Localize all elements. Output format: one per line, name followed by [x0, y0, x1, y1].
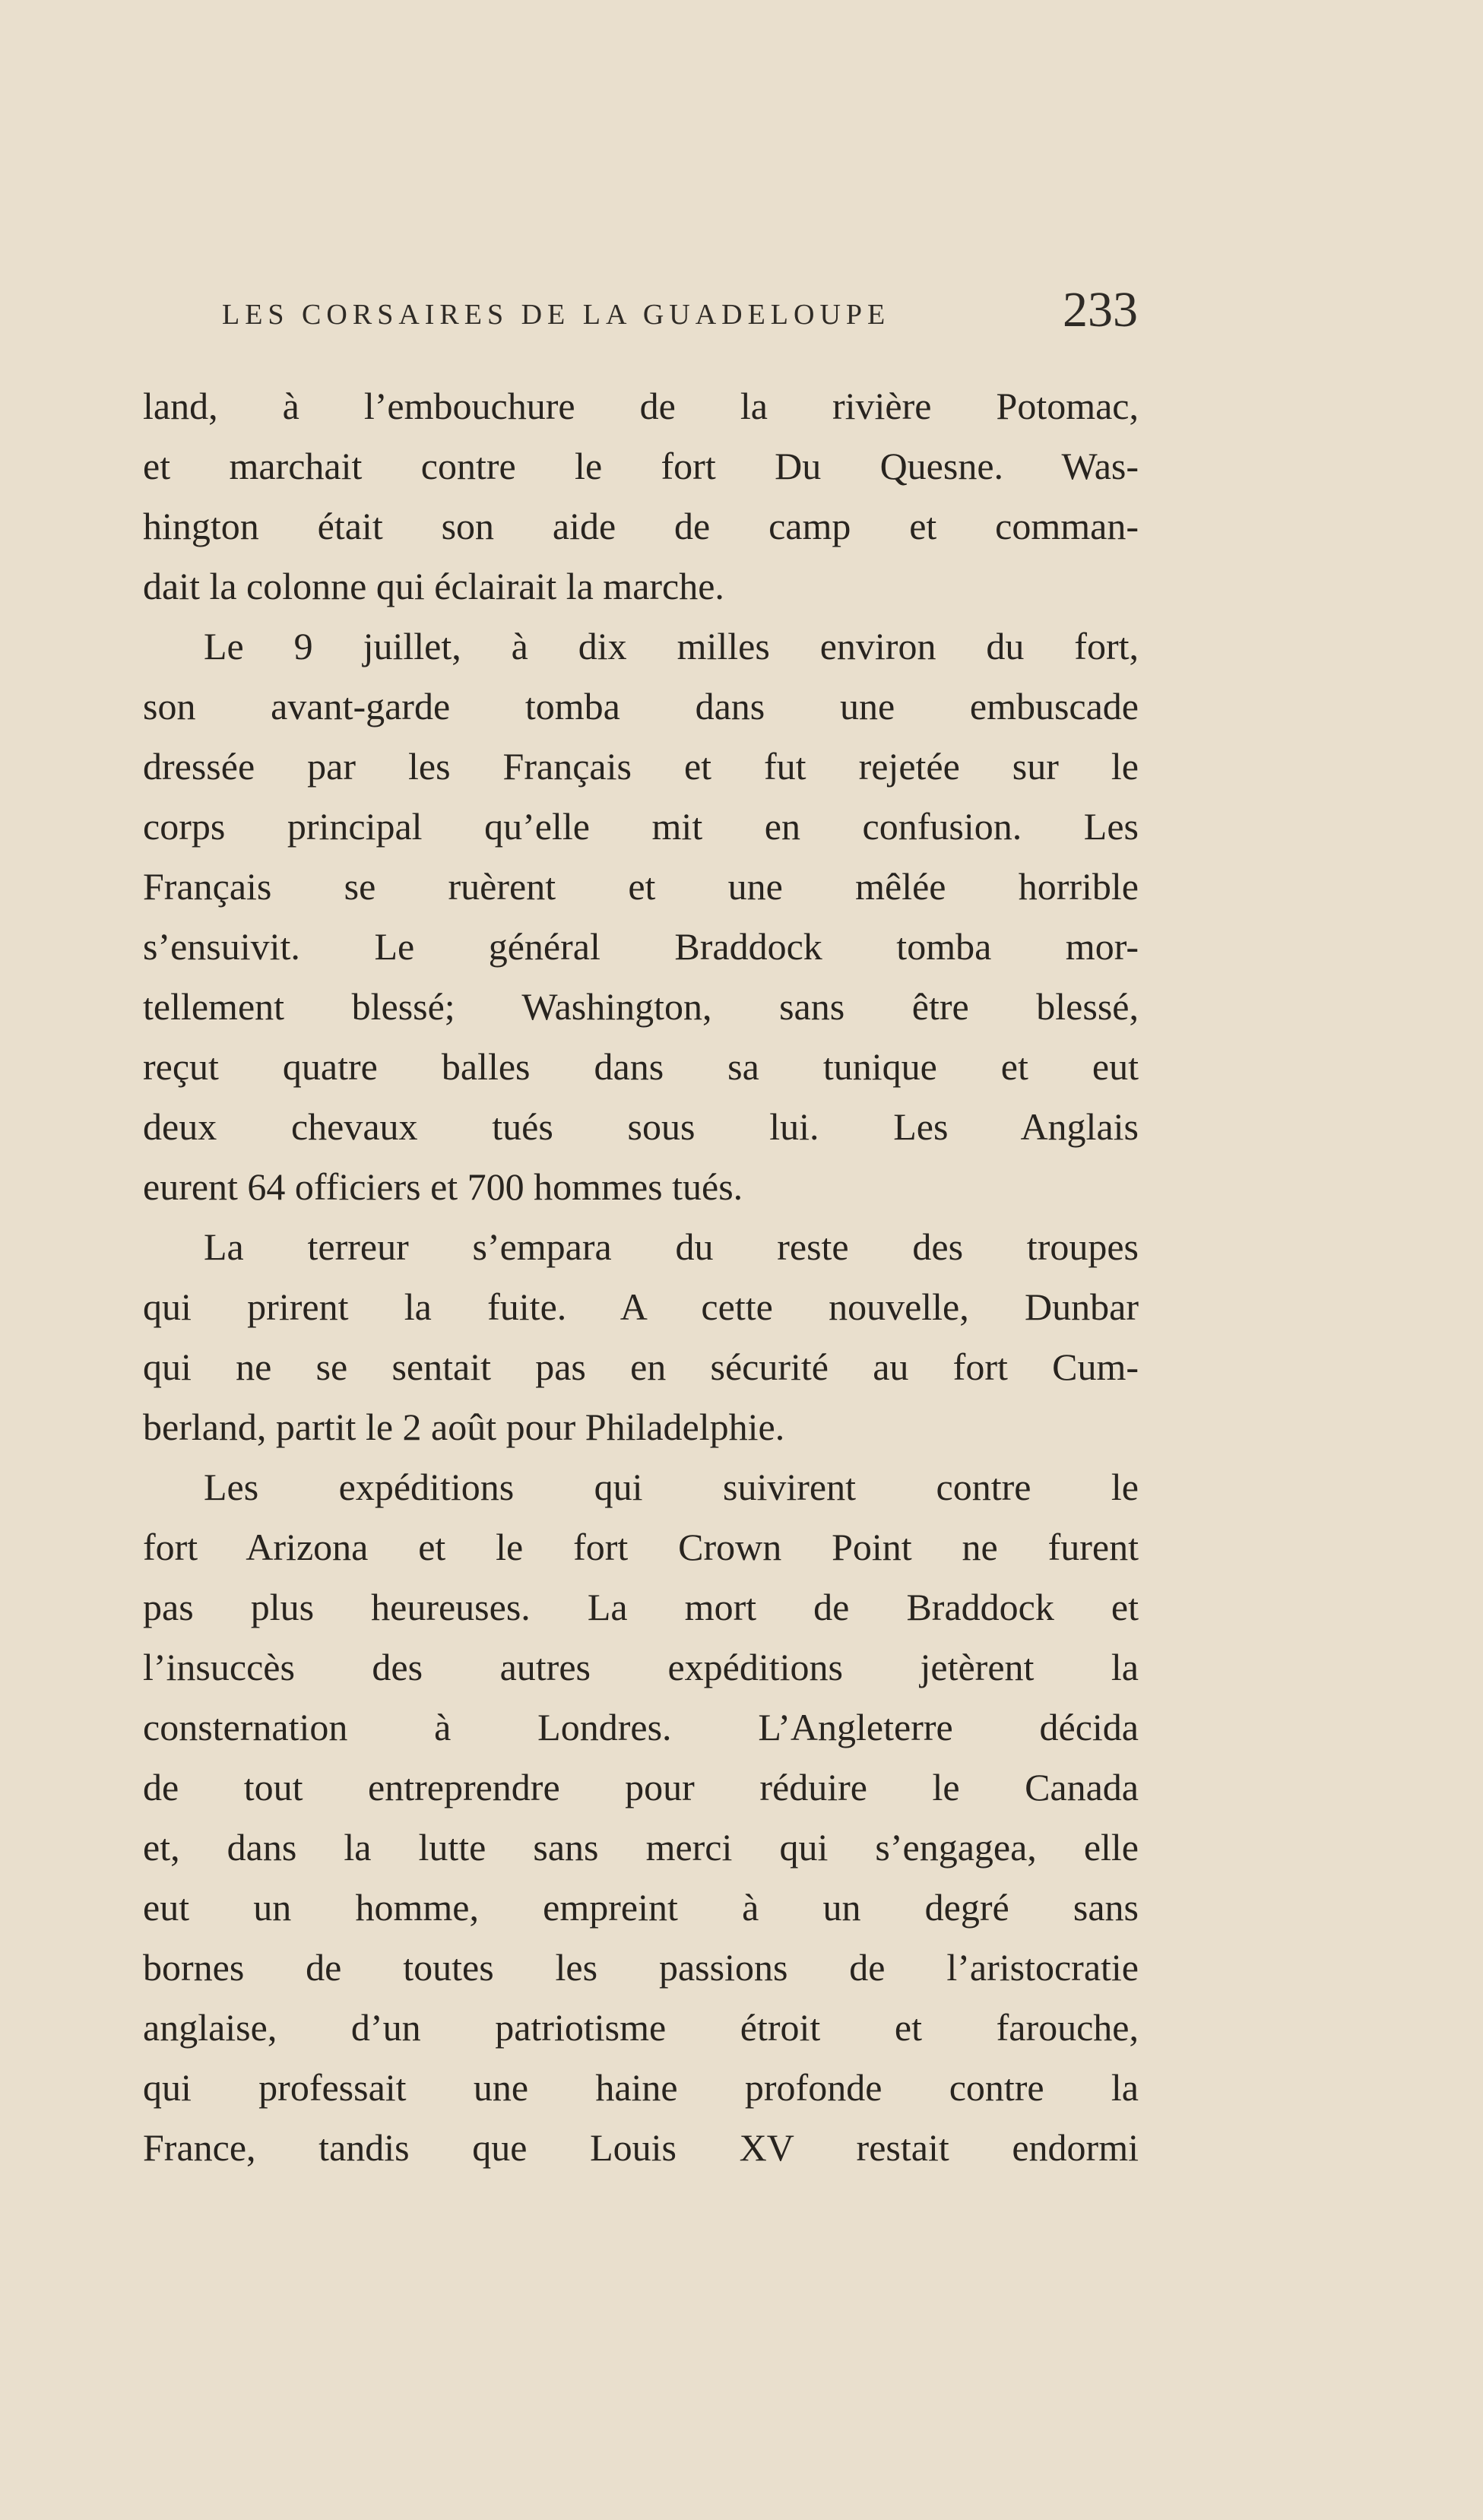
text-line: bornes de toutes les passions de l’aristocratie [143, 1946, 1139, 1989]
text-line: reçut quatre balles dans sa tunique et eut [143, 1045, 1139, 1088]
text-line: consternation à Londres. L’Angleterre décida [143, 1706, 1139, 1748]
text-line: fort Arizona et le fort Crown Point ne furent [143, 1526, 1139, 1568]
text-line: et, dans la lutte sans merci qui s’engagea, elle [143, 1826, 1139, 1869]
running-head [222, 281, 1138, 342]
text-line: qui professait une haine profonde contre la [143, 2066, 1139, 2109]
text-line: eut un homme, empreint à un degré sans [143, 1886, 1139, 1929]
text-line: tellement blessé; Washington, sans être blessé, [143, 985, 1139, 1028]
running-title: LES CORSAIRES DE LA GUADELOUPE [222, 299, 891, 331]
body-text [143, 376, 1139, 2178]
text-line: Français se ruèrent et une mêlée horrible [143, 865, 1139, 908]
text-line: qui prirent la fuite. A cette nouvelle, Dunbar [143, 1285, 1139, 1328]
text-line: corps principal qu’elle mit en confusion. Les [143, 805, 1139, 848]
text-line: qui ne se sentait pas en sécurité au fort Cum- [143, 1346, 1139, 1388]
page-number: 233 [1063, 282, 1138, 338]
text-line: et marchait contre le fort Du Quesne. Was- [143, 445, 1139, 487]
text-line: hington était son aide de camp et comman- [143, 505, 1139, 547]
text-line: Le 9 juillet, à dix milles environ du fort, [204, 625, 1139, 667]
text-line: de tout entreprendre pour réduire le Canada [143, 1766, 1139, 1808]
text-line: La terreur s’empara du reste des troupes [204, 1225, 1139, 1268]
text-line: anglaise, d’un patriotisme étroit et farouche, [143, 2006, 1139, 2049]
text-line: deux chevaux tués sous lui. Les Anglais [143, 1105, 1139, 1148]
text-line: land, à l’embouchure de la rivière Potomac, [143, 385, 1139, 427]
text-line: dait la colonne qui éclairait la marche. [143, 565, 724, 607]
text-line: eurent 64 officiers et 700 hommes tués. [143, 1165, 743, 1208]
text-line: Les expéditions qui suivirent contre le [204, 1466, 1139, 1508]
text-line: dressée par les Français et fut rejetée sur le [143, 745, 1139, 788]
text-line: son avant-garde tomba dans une embuscade [143, 685, 1139, 727]
text-line: s’ensuivit. Le général Braddock tomba mor- [143, 925, 1139, 968]
text-line: berland, partit le 2 août pour Philadelphie. [143, 1406, 785, 1448]
text-line: France, tandis que Louis XV restait endormi [143, 2126, 1139, 2169]
text-line: pas plus heureuses. La mort de Braddock et [143, 1586, 1139, 1628]
text-line: l’insuccès des autres expéditions jetèrent la [143, 1646, 1139, 1688]
